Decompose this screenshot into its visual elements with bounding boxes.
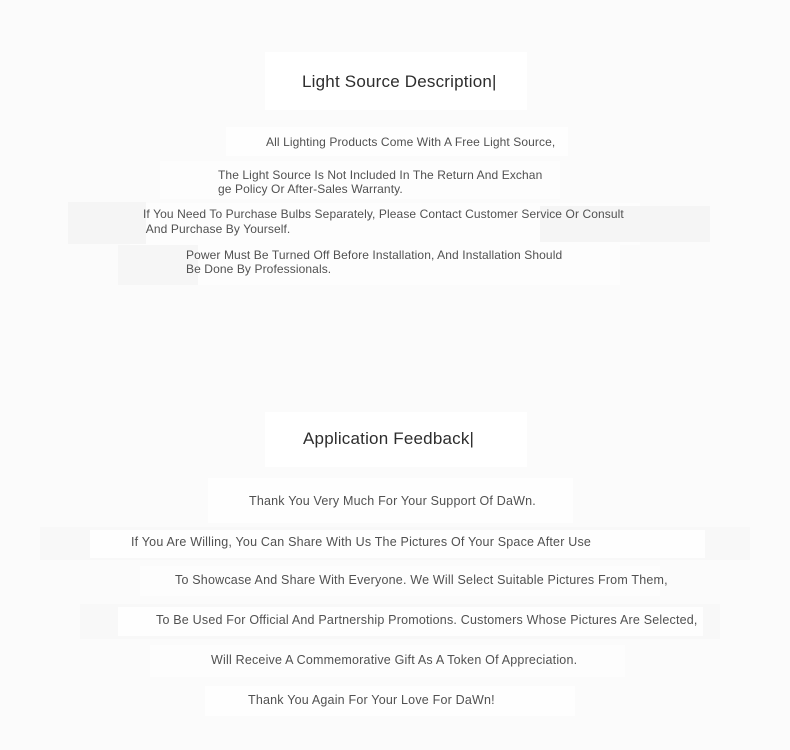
feedback-text-line: To Showcase And Share With Everyone. We Will Select Suitable Pictures From Them, [175,573,668,587]
light-source-paragraph [186,248,562,276]
application-feedback-section-heading: Application Feedback| [303,429,475,448]
feedback-text-line: Thank You Again For Your Love For DaWn! [248,693,495,707]
text-line: Be Done By Professionals. [186,262,332,276]
light-source-paragraph [143,207,624,237]
text-line: ge Policy Or After-Sales Warranty. [218,182,403,196]
feedback-text-line: Thank You Very Much For Your Support Of DaWn. [249,494,536,508]
light-source-section-heading: Light Source Description| [302,72,497,91]
background-artifact [68,202,146,244]
light-source-paragraph [266,135,555,149]
text-line: Power Must Be Turned Off Before Installation, And Installation Should [186,248,563,262]
feedback-text-line: If You Are Willing, You Can Share With Us The Pictures Of Your Space After Use [131,535,592,549]
light-source-paragraph [218,168,542,196]
feedback-text-line: To Be Used For Official And Partnership Promotions. Customers Whose Pictures Are Selected, [156,613,698,627]
text-line: And Purchase By Yourself. [143,222,291,236]
text-line: The Light Source Is Not Included In The Return And Exchan [218,168,543,182]
text-line: If You Need To Purchase Bulbs Separately, Please Contact Customer Service Or Consult [143,207,624,221]
feedback-text-line: Will Receive A Commemorative Gift As A Token Of Appreciation. [211,653,578,667]
text-line: All Lighting Products Come With A Free Light Source, [266,135,556,149]
